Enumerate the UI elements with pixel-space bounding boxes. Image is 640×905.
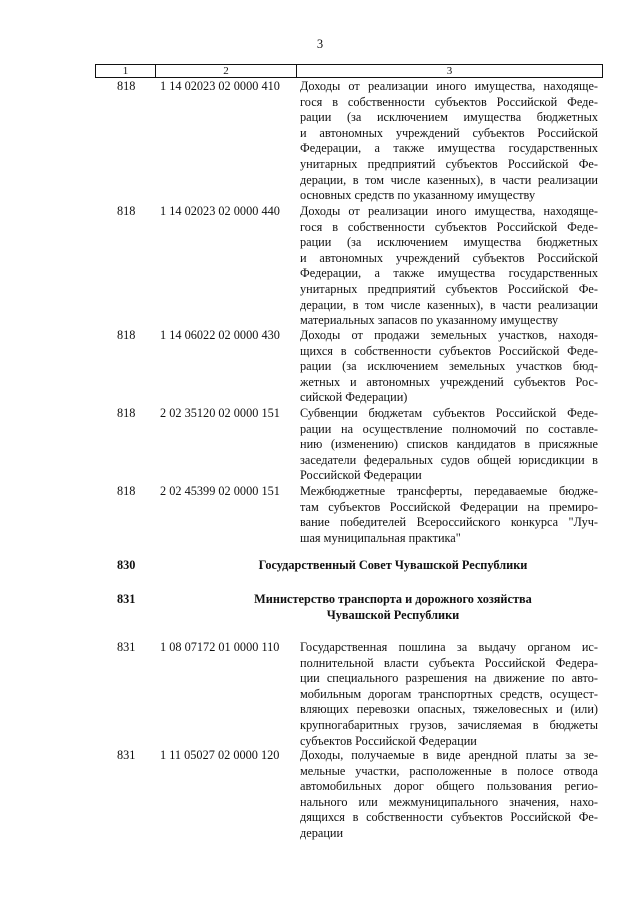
description-line: Федерации, а также имущества государственных xyxy=(300,141,598,156)
header-col-3: 3 xyxy=(446,65,453,77)
description-line: крупногабаритных грузов, зачисляемая в бюджеты xyxy=(300,717,598,732)
description-line: нального или межмуниципального значения, нахо- xyxy=(300,794,598,809)
section-title xyxy=(228,592,558,623)
description-line: Федерации, а также имущества государственных xyxy=(300,266,598,281)
description-line: Доходы от продажи земельных участков, находя- xyxy=(300,328,598,342)
income-description xyxy=(300,640,598,749)
description-line: заседатели федеральных судов общей юрисдикции в xyxy=(300,452,598,467)
description-line: Доходы, получаемые в виде арендной платы за зе- xyxy=(300,748,598,762)
description-line: Доходы от реализации иного имущества, находяще- xyxy=(300,79,598,93)
section-code: 830 xyxy=(117,558,136,572)
description-line: вание победителей Всероссийского конкурса "Луч- xyxy=(300,515,598,530)
description-line: Государственная пошлина за выдачу органом ис- xyxy=(300,640,598,654)
description-line: рации (за исключением имущества бюджетных xyxy=(300,110,598,125)
admin-code: 818 xyxy=(117,79,136,93)
section-title-line: Министерство транспорта и дорожного хозяйства xyxy=(254,592,532,606)
income-description xyxy=(300,79,598,204)
description-line: унитарных предприятий субъектов Российской Фе- xyxy=(300,281,598,296)
header-col-1: 1 xyxy=(96,65,156,77)
description-line: рации (за исключением земельных участков бюд- xyxy=(300,359,598,374)
admin-code: 818 xyxy=(117,204,136,218)
description-line: мобильным дорогам транспортных средств, осущест- xyxy=(300,686,598,701)
description-line: гося в собственности субъектов Российской Феде- xyxy=(300,94,598,109)
description-line: ции специального разрешения на движение по авто- xyxy=(300,671,598,686)
admin-code: 818 xyxy=(117,406,136,420)
description-line: гося в собственности субъектов Российской Феде- xyxy=(300,219,598,234)
budget-class-code: 1 14 02023 02 0000 440 xyxy=(160,204,280,218)
income-description xyxy=(300,204,598,329)
budget-class-code: 1 14 02023 02 0000 410 xyxy=(160,79,280,93)
description-line: дерации, в том числе казенных), в части реализации xyxy=(300,297,598,312)
description-line: дерации, в том числе казенных), в части реализации xyxy=(300,172,598,187)
budget-class-code: 2 02 45399 02 0000 151 xyxy=(160,484,280,498)
section-code: 831 xyxy=(117,592,136,606)
description-line: субъектов Российской Федерации xyxy=(300,733,477,748)
description-line: Доходы от реализации иного имущества, находяще- xyxy=(300,204,598,218)
description-line: сийской Федерации) xyxy=(300,390,408,405)
description-line: щихся в собственности субъектов Российской Феде- xyxy=(300,343,598,358)
description-line: и автономных учреждений субъектов Российской xyxy=(300,250,598,265)
description-line: Субвенции бюджетам субъектов Российской Феде- xyxy=(300,406,598,420)
admin-code: 818 xyxy=(117,484,136,498)
description-line: дящихся в собственности субъектов Российской Фе- xyxy=(300,810,598,825)
admin-code: 818 xyxy=(117,328,136,342)
description-line: мельные участки, расположенные в полосе отвода xyxy=(300,763,598,778)
description-line: шая муниципальная практика" xyxy=(300,530,461,545)
description-line: Российской Федерации xyxy=(300,468,422,483)
budget-class-code: 1 14 06022 02 0000 430 xyxy=(160,328,280,342)
admin-code: 831 xyxy=(117,748,136,762)
section-title xyxy=(228,558,558,574)
description-line: материальных запасов по указанному имуществу xyxy=(300,313,559,328)
description-line: дерации xyxy=(300,825,344,840)
description-line: основных средств по указанному имуществу xyxy=(300,188,536,203)
section-title-line: Чувашской Республики xyxy=(326,607,460,622)
description-line: жетных и автономных учреждений субъектов Рос- xyxy=(300,374,598,389)
header-col-2: 2 xyxy=(156,65,297,77)
income-description xyxy=(300,748,598,842)
description-line: автомобильных дорог общего пользования регио- xyxy=(300,779,598,794)
description-line: вляющих перевозки опасных, тяжеловесных и (или) xyxy=(300,702,598,717)
description-line: и автономных учреждений субъектов Российской xyxy=(300,125,598,140)
description-line: унитарных предприятий субъектов Российской Фе- xyxy=(300,156,598,171)
table-header xyxy=(95,64,603,78)
description-line: рации на осуществление полномочий по составле- xyxy=(300,421,598,436)
description-line: нию (изменению) списков кандидатов в присяжные xyxy=(300,437,598,452)
income-description xyxy=(300,328,598,406)
budget-class-code: 2 02 35120 02 0000 151 xyxy=(160,406,280,420)
section-title-line: Государственный Совет Чувашской Республики xyxy=(258,558,528,572)
income-description xyxy=(300,406,598,484)
income-description xyxy=(300,484,598,546)
budget-class-code: 1 11 05027 02 0000 120 xyxy=(160,748,280,762)
description-line: Межбюджетные трансферты, передаваемые бюдже- xyxy=(300,484,598,498)
description-line: рации (за исключением имущества бюджетных xyxy=(300,235,598,250)
admin-code: 831 xyxy=(117,640,136,654)
page-number: 3 xyxy=(316,37,324,51)
description-line: там субъектов Российской Федерации на премиро- xyxy=(300,499,598,514)
description-line: полнительной власти субъекта Российской Федера- xyxy=(300,655,598,670)
budget-class-code: 1 08 07172 01 0000 110 xyxy=(160,640,280,654)
